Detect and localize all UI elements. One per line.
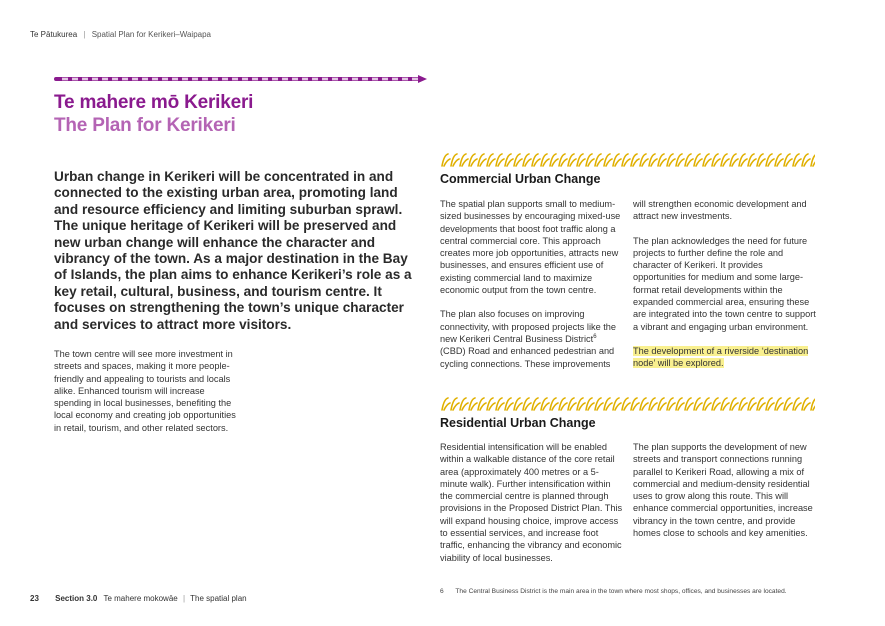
commercial-paragraph-4: The plan acknowledges the need for future projects to further define the role and character of Kerikeri. It provides opportunities for medium and some large-format retail developments within the expanded commercial area, ensuring these are integrated into the town centre to support a vibrant and engaging urban environment. bbox=[633, 235, 816, 332]
footer-section-english: The spatial plan bbox=[190, 594, 247, 603]
commercial-p2-text: The plan also focuses on improving connectivity, with proposed projects like the new Kerikeri Central Business District bbox=[440, 309, 617, 344]
lead-paragraph: Urban change in Kerikeri will be concentrated in and connected to the existing urban area, promoting land and resource efficiency and limiting suburban sprawl. The unique heritage of Kerikeri will be preserved and new urban change will enhance the character and vibrancy of the town. As a major destination in the Bay of Islands, the plan aims to enhance Kerikeri’s role as a key retail, cultural, business, and tourism centre. It focuses on strengthening the town’s unique character and services to attract more visitors. bbox=[54, 169, 412, 332]
header-org: Te Pātukurea bbox=[30, 30, 78, 39]
residential-column-1 bbox=[440, 441, 624, 576]
header-separator: | bbox=[83, 30, 86, 39]
residential-paragraph-2: The plan supports the development of new streets and transport connections running parallel to Kerikeri Road, allowing a mix of commercial and medium-density residential uses to grow along this route. This will enhance commercial opportunities, increase vibrancy in the town centre, and provide homes close to schools and key amenities. bbox=[633, 442, 813, 539]
highlight-paragraph bbox=[633, 345, 817, 370]
footer-section: Section 3.0 bbox=[55, 594, 98, 603]
page-footer bbox=[30, 594, 247, 603]
intro-paragraph: The town centre will see more investment in streets and spaces, making it more people-friendly and appealing to tourists and locals alike. Enhanced tourism will increase spending in local businesses, benefiting the local economy and creating job opportunities in retail, tourism, and other related sectors. bbox=[54, 349, 236, 433]
section-title-residential: Residential Urban Change bbox=[440, 416, 596, 430]
footnote-number: 6 bbox=[440, 588, 444, 595]
footnote-text: The Central Business District is the main area in the town where most shops, offices, and businesses are located. bbox=[455, 588, 787, 595]
page-number: 23 bbox=[30, 594, 39, 603]
commercial-column-2 bbox=[633, 198, 817, 382]
footnote bbox=[440, 588, 787, 595]
footnote-ref: 6 bbox=[593, 333, 597, 340]
page-title-maori: Te mahere mō Kerikeri bbox=[54, 92, 254, 113]
purple-pattern-bar bbox=[54, 74, 427, 84]
running-header bbox=[30, 30, 211, 39]
footer-separator: | bbox=[182, 594, 186, 603]
page-title-english: The Plan for Kerikeri bbox=[54, 115, 236, 136]
footer-section-name: Te mahere mokowāe bbox=[103, 594, 178, 603]
section-title-commercial: Commercial Urban Change bbox=[440, 172, 601, 186]
header-subtitle: Spatial Plan for Kerikeri–Waipapa bbox=[91, 30, 212, 39]
commercial-p2-text-cont: (CBD) Road and enhanced pedestrian and cycling connections. These improvements bbox=[440, 346, 615, 369]
commercial-paragraph-2 bbox=[440, 308, 624, 369]
gold-pattern-band bbox=[440, 395, 815, 413]
highlighted-text: The development of a riverside ‘destination node’ will be explored. bbox=[633, 345, 809, 369]
residential-column-2 bbox=[633, 441, 817, 551]
residential-paragraph-1: Residential intensification will be enabled within a walkable distance of the core retail area (approximately 400 metres or a 5-minute walk). Further intensification within the commercial centre is planned through provisions in the Proposed District Plan. This will expand housing choice, improve access to essential services, and increase foot traffic, enhancing the vibrancy and economic viability of local businesses. bbox=[440, 442, 623, 563]
commercial-paragraph-1: The spatial plan supports small to medium-sized businesses by encouraging mixed-use developments that boost foot traffic along a central commercial core. This approach creates more job opportunities, attracts new businesses, and ensures efficient use of existing commercial land to maximize economic output from the town centre. bbox=[440, 199, 621, 296]
commercial-column-1 bbox=[440, 198, 624, 382]
commercial-paragraph-3: will strengthen economic development and attract new investments. bbox=[633, 199, 807, 222]
gold-pattern-band bbox=[440, 151, 815, 169]
